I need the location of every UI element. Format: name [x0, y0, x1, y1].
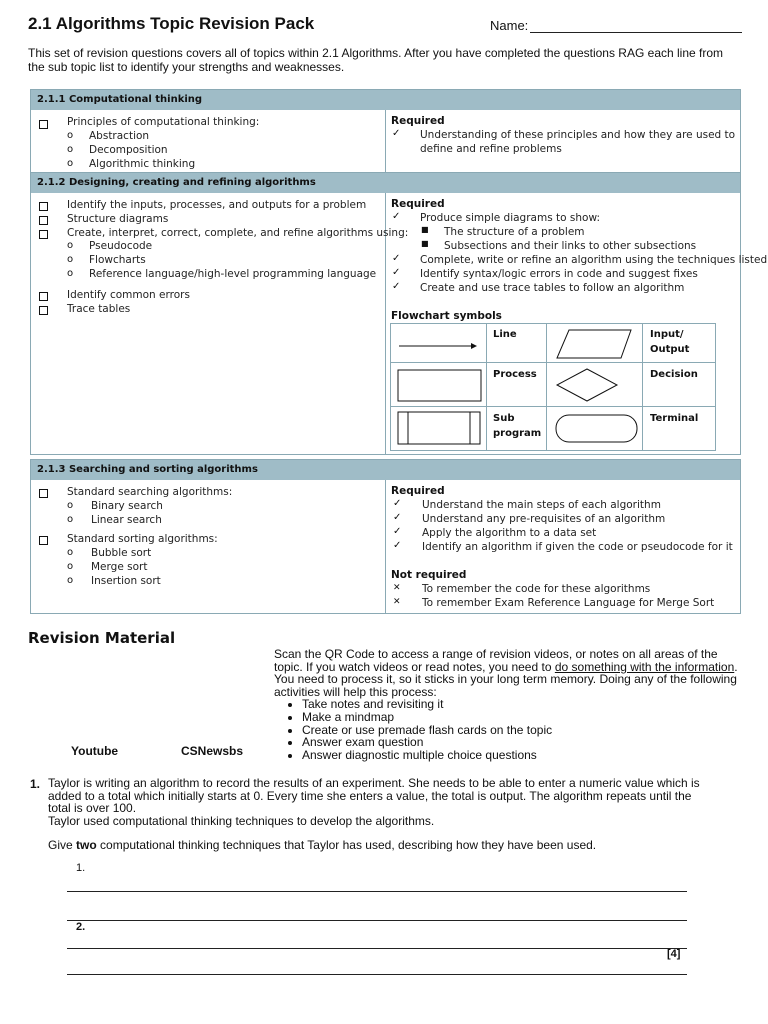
checkbox[interactable]	[39, 536, 48, 545]
list-item: • Answer exam question	[302, 736, 744, 749]
revision-activity-list	[274, 698, 744, 761]
section-heading: 2.1.2 Designing, creating and refining algorithms	[31, 173, 740, 193]
prompt-text: Give	[48, 838, 77, 852]
section-searching-sorting	[30, 459, 741, 614]
page-title: 2.1 Algorithms Topic Revision Pack	[28, 14, 315, 33]
subtopic-item: Create, interpret, correct, complete, and refine algorithms using:	[67, 227, 409, 239]
subtopic-subitem: Bubble sort	[91, 547, 152, 559]
required-item: Identify an algorithm if given the code or pseudocode for it	[422, 541, 733, 553]
name-input-line[interactable]	[530, 20, 742, 33]
flowchart-cell	[546, 406, 643, 451]
required-item: Create and use trace tables to follow an algorithm	[420, 282, 685, 294]
flowchart-cell	[390, 406, 487, 451]
flowchart-cell	[390, 362, 487, 407]
revision-paragraph	[274, 648, 744, 673]
list-item: • Take notes and revisiting it	[302, 698, 744, 711]
cross-icon: ✕	[393, 597, 401, 607]
flowchart-label-line: Line	[493, 329, 517, 340]
flowchart-cell	[390, 323, 487, 363]
sub-bullet: o	[67, 130, 74, 141]
sub-bullet: o	[67, 158, 74, 169]
required-title: Required	[391, 485, 445, 497]
sub-bullet: o	[67, 254, 74, 265]
flowchart-cell	[546, 323, 643, 363]
subtopic-subitem: Pseudocode	[89, 240, 153, 252]
intro-text: This set of revision questions covers all of topics within 2.1 Algorithms. After you have completed the questions RAG each line from the sub topic list to identify your strengths and weaknesses.	[28, 46, 724, 74]
checkbox[interactable]	[39, 489, 48, 498]
required-item: Apply the algorithm to a data set	[422, 527, 597, 539]
check-icon: ✓	[392, 211, 401, 222]
revision-emphasis: do something with the information	[554, 659, 735, 674]
answer-line[interactable]	[67, 920, 687, 921]
flowchart-label-process: Process	[493, 369, 537, 380]
sub-bullet: o	[67, 575, 74, 586]
not-required-item: To remember the code for these algorithms	[422, 583, 651, 595]
flowchart-label-subprogram: Sub	[493, 413, 515, 424]
required-title: Required	[391, 115, 445, 127]
question-number: 1.	[30, 777, 41, 791]
line-arrow-icon	[391, 324, 488, 364]
check-icon: ✓	[392, 128, 401, 139]
required-item: Understand the main steps of each algorithm	[422, 499, 661, 511]
answer-number: 1.	[76, 862, 86, 874]
parallelogram-icon	[547, 324, 644, 364]
revision-instructions	[274, 648, 744, 761]
list-item: • Make a mindmap	[302, 711, 744, 724]
flowchart-label-io: Input/	[650, 329, 684, 340]
name-field[interactable]	[490, 18, 742, 33]
checkbox[interactable]	[39, 202, 48, 211]
sub-bullet: o	[67, 547, 74, 558]
subtopic-item: Standard searching algorithms:	[67, 486, 233, 498]
flowchart-cell	[546, 362, 643, 407]
flowchart-cell	[486, 362, 547, 407]
checkbox[interactable]	[39, 230, 48, 239]
flowchart-cell	[642, 323, 716, 363]
subtopic-subitem: Insertion sort	[91, 575, 161, 587]
check-icon: ✓	[393, 498, 402, 509]
qr-label-youtube[interactable]: Youtube	[71, 744, 119, 758]
flowchart-symbols-table	[390, 323, 716, 451]
sub-bullet: o	[67, 268, 74, 279]
flowchart-label-subprogram: program	[493, 428, 542, 439]
checkbox[interactable]	[39, 120, 48, 129]
flowchart-cell	[642, 406, 716, 451]
sub-bullet: o	[67, 144, 74, 155]
column-divider	[385, 110, 386, 172]
required-item: Produce simple diagrams to show:	[420, 212, 600, 224]
sub-bullet: o	[67, 500, 74, 511]
required-subitem: Subsections and their links to other subsections	[444, 240, 697, 252]
subtopic-subitem: Reference language/high-level programming language	[89, 268, 377, 280]
prompt-text: computational thinking techniques that Taylor has used, describing how they have been used.	[96, 838, 597, 852]
flowchart-cell	[642, 362, 716, 407]
flowchart-cell	[486, 323, 547, 363]
required-item: Understanding of these principles and how they are used to	[420, 129, 736, 141]
subtopic-subitem: Decomposition	[89, 144, 168, 156]
subtopic-subitem: Binary search	[91, 500, 163, 512]
rectangle-icon	[391, 363, 488, 408]
revision-text: Scan the QR Code to access a range of revision videos, or notes on all areas of the topic. If you watch videos or read notes, you need to	[274, 647, 718, 674]
check-icon: ✓	[392, 267, 401, 278]
cross-icon: ✕	[393, 583, 401, 593]
checkbox[interactable]	[39, 292, 48, 301]
subtopic-item: Structure diagrams	[67, 213, 169, 225]
qr-label-csnewsbs[interactable]: CSNewsbs	[181, 744, 244, 758]
list-item: • Create or use premade flash cards on the topic	[302, 724, 744, 737]
required-item: Identify syntax/logic errors in code and suggest fixes	[420, 268, 698, 280]
prompt-emphasis: two	[76, 838, 97, 852]
not-required-item: To remember Exam Reference Language for Merge Sort	[422, 597, 715, 609]
answer-line[interactable]	[67, 974, 687, 975]
sub-bullet: o	[67, 240, 74, 251]
question-text: Taylor used computational thinking techniques to develop the algorithms.	[48, 813, 435, 828]
subtopic-item: Standard sorting algorithms:	[67, 533, 218, 545]
terminal-icon	[547, 407, 644, 452]
subtopic-subitem: Abstraction	[89, 130, 150, 142]
flowchart-title: Flowchart symbols	[391, 310, 502, 322]
sub-bullet: o	[67, 561, 74, 572]
flowchart-label-terminal: Terminal	[650, 413, 699, 424]
square-bullet-icon: ■	[421, 239, 429, 248]
column-divider	[385, 480, 386, 613]
marks-label: [4]	[667, 948, 681, 960]
name-label: Name:	[490, 18, 529, 33]
subtopic-subitem: Algorithmic thinking	[89, 158, 196, 170]
not-required-title: Not required	[391, 569, 467, 581]
square-bullet-icon: ■	[421, 225, 429, 234]
answer-line[interactable]	[67, 891, 687, 892]
subtopic-subitem: Flowcharts	[89, 254, 146, 266]
subtopic-item: Principles of computational thinking:	[67, 116, 260, 128]
section-computational-thinking	[30, 89, 741, 173]
required-title: Required	[391, 198, 445, 210]
subprogram-icon	[391, 407, 488, 452]
check-icon: ✓	[392, 253, 401, 264]
revision-paragraph: You need to process it, so it sticks in your long term memory. Doing any of the following activities will help this process:	[274, 672, 737, 699]
flowchart-label-decision: Decision	[650, 369, 698, 380]
diamond-icon	[547, 363, 644, 408]
answer-number: 2.	[76, 921, 86, 933]
required-item: define and refine problems	[420, 143, 562, 155]
check-icon: ✓	[392, 281, 401, 292]
flowchart-cell	[486, 406, 547, 451]
question-text: Taylor is writing an algorithm to record the results of an experiment. She needs to be able to enter a numeric value which is added to a total which initially starts at 0. Every time she enters a value, the total is output. The algorithm repeats until the total is over 100.	[48, 776, 700, 815]
check-icon: ✓	[393, 512, 402, 523]
checkbox[interactable]	[39, 216, 48, 225]
answer-line[interactable]	[67, 948, 687, 949]
question-body	[48, 777, 708, 852]
section-heading: 2.1.3 Searching and sorting algorithms	[31, 460, 740, 480]
required-item: Complete, write or refine an algorithm using the techniques listed	[420, 254, 768, 266]
subtopic-item: Identify the inputs, processes, and outputs for a problem	[67, 199, 367, 211]
subtopic-subitem: Linear search	[91, 514, 162, 526]
list-item: • Answer diagnostic multiple choice questions	[302, 749, 744, 762]
subtopic-subitem: Merge sort	[91, 561, 148, 573]
section-heading: 2.1.1 Computational thinking	[31, 90, 740, 110]
required-item: Understand any pre-requisites of an algorithm	[422, 513, 666, 525]
flowchart-label-io: Output	[650, 344, 690, 355]
question-prompt	[48, 839, 708, 852]
required-subitem: The structure of a problem	[444, 226, 585, 238]
subtopic-item: Identify common errors	[67, 289, 190, 301]
subtopic-item: Trace tables	[67, 303, 131, 315]
checkbox[interactable]	[39, 306, 48, 315]
revision-text: .	[734, 659, 738, 674]
check-icon: ✓	[393, 540, 402, 551]
check-icon: ✓	[393, 526, 402, 537]
sub-bullet: o	[67, 514, 74, 525]
revision-title: Revision Material	[28, 629, 176, 647]
